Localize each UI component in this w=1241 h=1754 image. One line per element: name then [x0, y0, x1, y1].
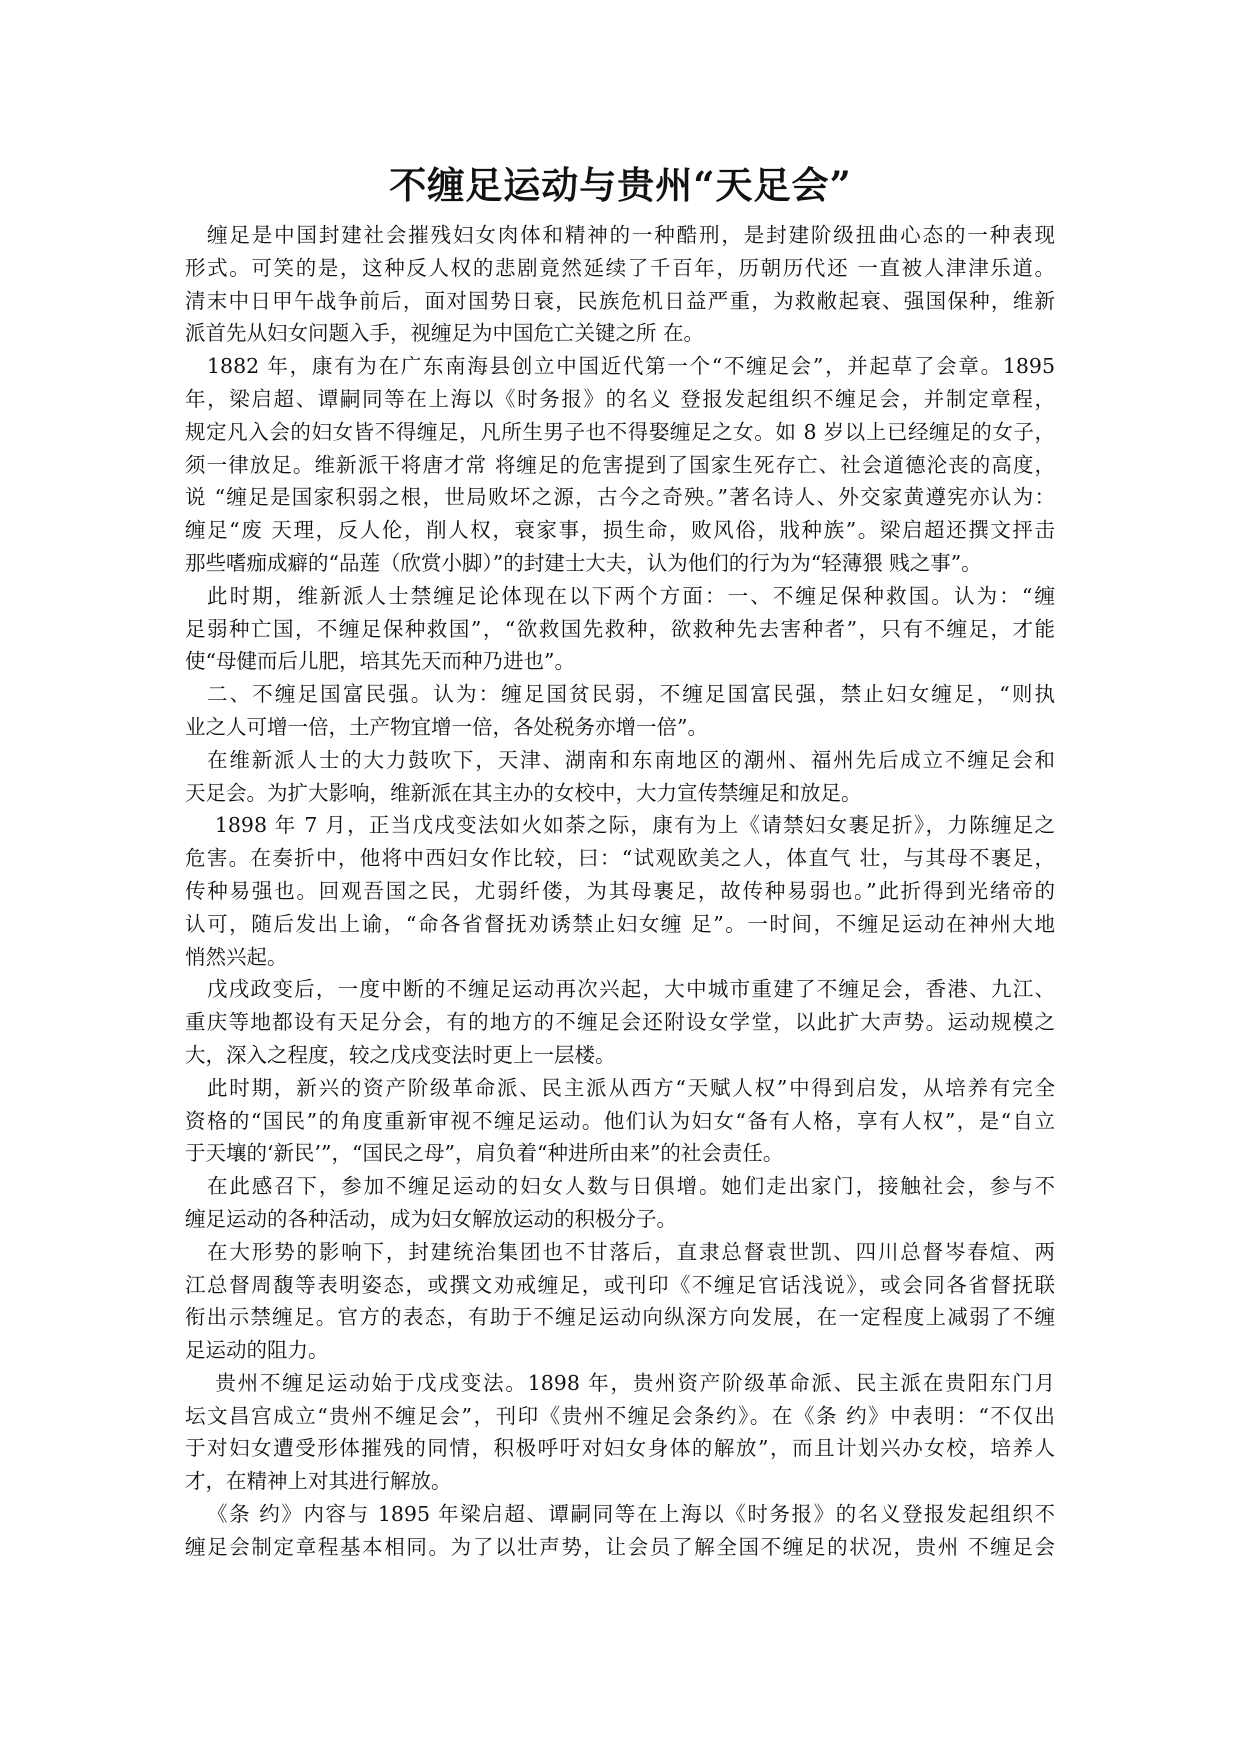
text-line: 才，在精神上对其进行解放。: [185, 1469, 452, 1494]
paragraph: [185, 219, 1055, 350]
text-line: 足弱种亡国，不缠足保种救国”，“欲救国先救种，欲救种先去害种者”，只有不缠足，才能: [185, 616, 1055, 641]
text-line: 坛文昌宫成立“贵州不缠足会”，刊印《贵州不缠足会条约》。在《条 约》中表明：“不仅出: [185, 1403, 1055, 1428]
text-line: 认可，随后发出上谕，“命各省督抚劝诱禁止妇女缠 足”。一时间，不缠足运动在神州大地: [185, 911, 1055, 936]
text-line: 此时期，新兴的资产阶级革命派、民主派从西方“天赋人权”中得到启发，从培养有完全: [207, 1075, 1055, 1100]
text-line: 江总督周馥等表明姿态，或撰文劝戒缠足，或刊印《不缠足官话浅说》，或会同各省督抚联: [185, 1272, 1055, 1297]
text-line: 此时期，维新派人士禁缠足论体现在以下两个方面：一、不缠足保种救国。认为：“缠: [207, 583, 1055, 608]
text-line: 戊戌政变后，一度中断的不缠足运动再次兴起，大中城市重建了不缠足会，香港、九江、: [207, 977, 1055, 1002]
paragraph: [185, 1498, 1055, 1564]
text-line: 传种易强也。回观吾国之民，尤弱纤偻，为其母裹足，故传种易弱也。”此折得到光绪帝的: [185, 878, 1055, 903]
paragraph: [185, 1072, 1055, 1170]
text-line: 足运动的阻力。: [185, 1338, 329, 1363]
text-line: 天足会。为扩大影响，维新派在其主办的女校中，大力宣传禁缠足和放足。: [185, 780, 862, 805]
text-line: 缠足是中国封建社会摧残妇女肉体和精神的一种酷刑，是封建阶级扭曲心态的一种表现: [207, 223, 1055, 247]
text-line: 于对妇女遭受形体摧残的同情，积极呼吁对妇女身体的解放”，而且计划兴办女校，培养人: [185, 1436, 1055, 1461]
document-body: [185, 219, 1055, 1564]
text-line: 说 “缠足是国家积弱之根，世局败坏之源，古今之奇殃。”著名诗人、外交家黄遵宪亦认为：: [185, 485, 1055, 510]
text-line: 清末中日甲午战争前后，面对国势日衰，民族危机日益严重，为救敝起衰、强国保种，维新: [185, 288, 1055, 313]
paragraph: [185, 678, 1055, 744]
text-line: 年，梁启超、谭嗣同等在上海以《时务报》的名义 登报发起组织不缠足会，并制定章程，: [185, 386, 1055, 411]
paragraph: [185, 580, 1055, 678]
text-line: 在此感召下，参加不缠足运动的妇女人数与日俱增。她们走出家门，接触社会，参与不: [207, 1174, 1055, 1199]
text-line: 于天壤的‘新民’”，“国民之母”，肩负着“种进所由来”的社会责任。: [185, 1141, 784, 1166]
text-line: 那些嗜痂成癖的“品莲（欣赏小脚）”的封建士大夫，认为他们的行为为“轻薄猥 贱之事”。: [185, 550, 982, 575]
text-line: 《条 约》内容与 1895 年梁启超、谭嗣同等在上海以《时务报》的名义登报发起组织不: [207, 1502, 1055, 1527]
text-line: 派首先从妇女问题入手，视缠足为中国危亡关键之所 在。: [185, 321, 705, 346]
paragraph: [185, 973, 1055, 1071]
text-line: 贵州不缠足运动始于戊戌变法。1898 年，贵州资产阶级革命派、民主派在贵阳东门月: [207, 1370, 1055, 1395]
paragraph: [185, 809, 1055, 973]
paragraph: [185, 1170, 1055, 1236]
paragraph: [185, 1236, 1055, 1367]
paragraph: [185, 350, 1055, 580]
text-line: 衔出示禁缠足。官方的表态，有助于不缠足运动向纵深方向发展，在一定程度上减弱了不缠: [185, 1305, 1055, 1330]
text-line: 在大形势的影响下，封建统治集团也不甘落后，直隶总督袁世凯、四川总督岑春煊、两: [207, 1239, 1055, 1264]
text-line: 须一律放足。维新派干将唐才常 将缠足的危害提到了国家生死存亡、社会道德沦丧的高度，: [185, 452, 1055, 477]
text-line: 规定凡入会的妇女皆不得缠足，凡所生男子也不得娶缠足之女。如 8 岁以上已经缠足的女子，: [185, 419, 1055, 444]
text-line: 缠足“废 天理，反人伦，削人权，衰家事，损生命，败风俗，戕种族”。梁启超还撰文抨击: [185, 518, 1055, 543]
text-line: 使“母健而后儿肥，培其先天而种乃进也”。: [185, 649, 575, 674]
text-line: 缠足会制定章程基本相同。为了以壮声势，让会员了解全国不缠足的状况，贵州 不缠足会: [185, 1534, 1055, 1559]
document-title: 不缠足运动与贵州“天足会”: [389, 163, 852, 207]
paragraph: [185, 744, 1055, 810]
text-line: 业之人可增一倍，土产物宜增一倍，各处税务亦增一倍”。: [185, 714, 708, 739]
text-line: 1898 年 7 月，正当戊戌变法如火如荼之际，康有为上《请禁妇女裹足折》，力陈缠足之: [207, 813, 1055, 838]
text-line: 资格的“国民”的角度重新审视不缠足运动。他们认为妇女“备有人格，享有人权”，是“自立: [185, 1108, 1055, 1133]
paragraph: [185, 1367, 1055, 1498]
text-line: 悄然兴起。: [185, 944, 288, 969]
text-line: 重庆等地都设有天足分会，有的地方的不缠足会还附设女学堂，以此扩大声势。运动规模之: [185, 1010, 1055, 1035]
text-line: 1882 年，康有为在广东南海县创立中国近代第一个“不缠足会”，并起草了会章。1895: [207, 354, 1055, 379]
text-line: 危害。在奏折中，他将中西妇女作比较，曰：“试观欧美之人，体直气 壮，与其母不裹足，: [185, 846, 1055, 871]
text-line: 缠足运动的各种活动，成为妇女解放运动的积极分子。: [185, 1206, 677, 1231]
text-line: 大，深入之程度，较之戊戌变法时更上一层楼。: [185, 1042, 616, 1067]
text-line: 形式。可笑的是，这种反人权的悲剧竟然延续了千百年，历朝历代还 一直被人津津乐道。: [185, 255, 1055, 280]
text-line: 二、不缠足国富民强。认为：缠足国贫民弱，不缠足国富民强，禁止妇女缠足，“则执: [207, 682, 1055, 707]
text-line: 在维新派人士的大力鼓吹下，天津、湖南和东南地区的潮州、福州先后成立不缠足会和: [207, 747, 1055, 772]
